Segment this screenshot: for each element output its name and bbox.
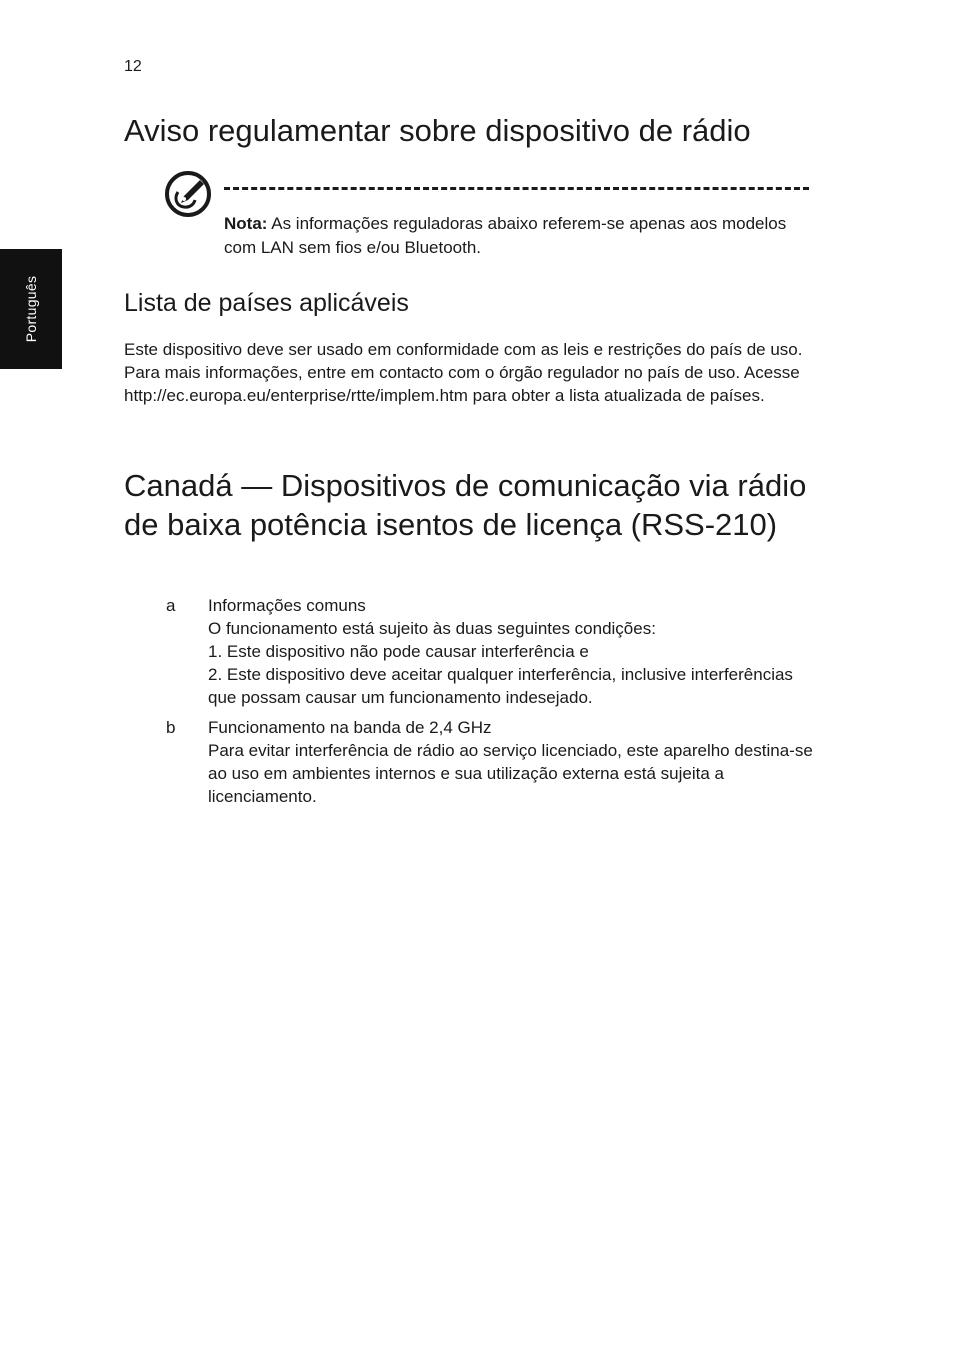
note-body: As informações reguladoras abaixo referem-se apenas aos modelos com LAN sem fios e/ou Bluetooth.	[224, 214, 787, 257]
pen-note-icon	[164, 170, 212, 218]
list-item-line: 2. Este dispositivo deve aceitar qualquer interferência, inclusive interferências que possam causar um funcionamento indesejado.	[208, 665, 793, 707]
list-item-body	[208, 716, 824, 808]
note-text	[224, 212, 814, 260]
list-marker: b	[166, 718, 176, 737]
list-item-heading: Informações comuns	[208, 596, 366, 615]
list-marker: a	[166, 596, 176, 615]
list-item-a	[124, 594, 824, 709]
page-number: 12	[124, 58, 142, 75]
language-tab-label: Português	[23, 275, 39, 343]
list-item-body	[208, 594, 824, 709]
language-side-tab	[0, 249, 62, 369]
subsection-title-countries: Lista de países aplicáveis	[124, 289, 409, 317]
list-item-line: O funcionamento está sujeito às duas seguintes condições:	[208, 619, 656, 638]
conditions-list	[124, 594, 824, 815]
note-label: Nota:	[224, 214, 268, 233]
list-item-line: 1. Este dispositivo não pode causar interferência e	[208, 642, 589, 661]
section-title-canada: Canadá — Dispositivos de comunicação via rádio de baixa potência isentos de licença (RSS-210)	[124, 468, 807, 542]
list-item-heading: Funcionamento na banda de 2,4 GHz	[208, 718, 492, 737]
countries-paragraph: Este dispositivo deve ser usado em conformidade com as leis e restrições do país de uso. Para mais informações, entre em contacto com o órgão regulador no país de uso. Acesse http://ec.europa.eu/enterprise/rtte/implem.htm para obter a lista atualizada de países.	[124, 340, 803, 405]
list-item-b	[124, 716, 824, 808]
note-dotted-rule	[224, 187, 809, 190]
list-item-line: Para evitar interferência de rádio ao serviço licenciado, este aparelho destina-se ao uso em ambientes internos e sua utilização externa está sujeita a licenciamento.	[208, 741, 813, 806]
section-title-radio-notice: Aviso regulamentar sobre dispositivo de rádio	[124, 113, 751, 148]
